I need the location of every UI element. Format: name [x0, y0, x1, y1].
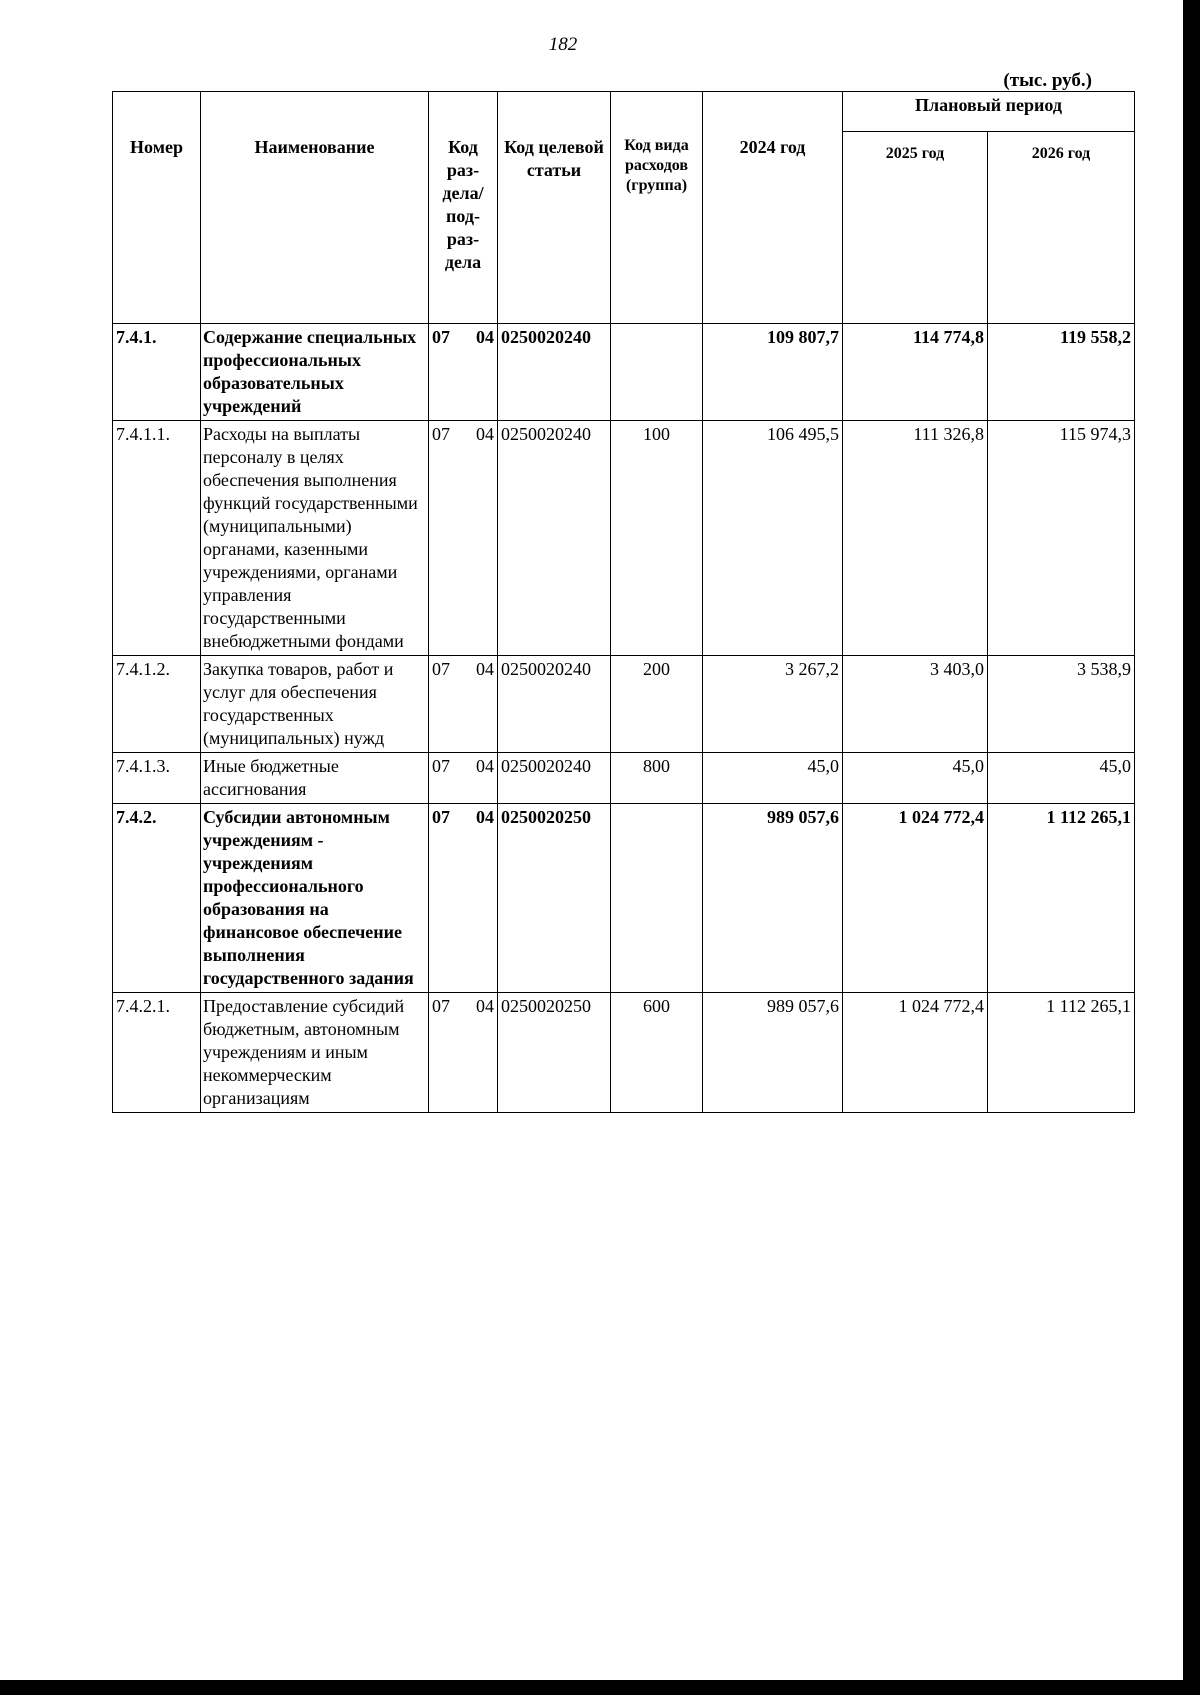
header-section-code: Код раз-дела/ под-раз-дела [429, 92, 498, 324]
row-2026: 115 974,3 [988, 421, 1135, 656]
header-year-2026: 2026 год [988, 132, 1135, 324]
header-target-code: Код целевой статьи [498, 92, 611, 324]
subsection: 04 [476, 756, 494, 776]
header-number: Номер [113, 92, 201, 324]
row-expense-type: 100 [611, 421, 703, 656]
section: 07 [432, 756, 450, 776]
row-2026: 119 558,2 [988, 324, 1135, 421]
row-number: 7.4.2.1. [113, 993, 201, 1113]
row-2026: 1 112 265,1 [988, 993, 1135, 1113]
row-name: Предоставление субсидий бюджетным, автономным учреждениям и иным некоммерческим организациям [201, 993, 429, 1113]
row-number: 7.4.1.1. [113, 421, 201, 656]
table-row [113, 804, 1135, 993]
subsection: 04 [476, 327, 494, 347]
scan-bottom-edge [0, 1680, 1200, 1695]
row-2024: 45,0 [703, 753, 843, 804]
table-row [113, 656, 1135, 753]
row-number: 7.4.1.3. [113, 753, 201, 804]
row-section-code [429, 993, 498, 1113]
section: 07 [432, 424, 450, 444]
budget-table [112, 91, 1135, 1113]
row-2025: 1 024 772,4 [843, 804, 988, 993]
row-target-code: 0250020240 [498, 421, 611, 656]
subsection: 04 [476, 996, 494, 1016]
row-2026: 1 112 265,1 [988, 804, 1135, 993]
row-target-code: 0250020240 [498, 753, 611, 804]
row-expense-type: 200 [611, 656, 703, 753]
section: 07 [432, 327, 450, 347]
row-target-code: 0250020240 [498, 324, 611, 421]
row-2025: 114 774,8 [843, 324, 988, 421]
row-expense-type [611, 804, 703, 993]
row-name: Иные бюджетные ассигнования [201, 753, 429, 804]
row-section-code [429, 753, 498, 804]
subsection: 04 [476, 807, 494, 827]
header-year-2024: 2024 год [703, 92, 843, 324]
section: 07 [432, 659, 450, 679]
row-section-code [429, 421, 498, 656]
row-2024: 989 057,6 [703, 993, 843, 1113]
subsection: 04 [476, 659, 494, 679]
subsection: 04 [476, 424, 494, 444]
row-expense-type [611, 324, 703, 421]
row-2025: 111 326,8 [843, 421, 988, 656]
table-row [113, 421, 1135, 656]
row-number: 7.4.1.2. [113, 656, 201, 753]
table-body [113, 324, 1135, 1113]
header-name: Наименование [201, 92, 429, 324]
row-2025: 1 024 772,4 [843, 993, 988, 1113]
row-section-code [429, 324, 498, 421]
row-section-code [429, 656, 498, 753]
row-name: Расходы на выплаты персоналу в целях обеспечения выполнения функций государственными (муниципальными) органами, казенными учреждениями, органами управления государственными внебюджетными фондами [201, 421, 429, 656]
units-label: (тыс. руб.) [1003, 70, 1092, 91]
row-name: Субсидии автономным учреждениям - учреждениям профессионального образования на финансовое обеспечение выполнения государственного задания [201, 804, 429, 993]
row-target-code: 0250020250 [498, 804, 611, 993]
row-name: Закупка товаров, работ и услуг для обеспечения государственных (муниципальных) нужд [201, 656, 429, 753]
header-expense-type: Код вида расходов (группа) [611, 92, 703, 324]
header-planned-period: Плановый период [843, 92, 1135, 132]
row-number: 7.4.2. [113, 804, 201, 993]
row-2025: 3 403,0 [843, 656, 988, 753]
row-2024: 106 495,5 [703, 421, 843, 656]
section: 07 [432, 996, 450, 1016]
row-2024: 989 057,6 [703, 804, 843, 993]
row-number: 7.4.1. [113, 324, 201, 421]
scan-right-edge [1183, 0, 1200, 1695]
row-2026: 45,0 [988, 753, 1135, 804]
row-target-code: 0250020240 [498, 656, 611, 753]
row-target-code: 0250020250 [498, 993, 611, 1113]
table-row [113, 324, 1135, 421]
row-expense-type: 600 [611, 993, 703, 1113]
table-row [113, 993, 1135, 1113]
table-header [113, 92, 1135, 324]
row-2024: 3 267,2 [703, 656, 843, 753]
header-year-2025: 2025 год [843, 132, 988, 324]
row-expense-type: 800 [611, 753, 703, 804]
row-2024: 109 807,7 [703, 324, 843, 421]
section: 07 [432, 807, 450, 827]
row-section-code [429, 804, 498, 993]
row-2025: 45,0 [843, 753, 988, 804]
row-2026: 3 538,9 [988, 656, 1135, 753]
page-number: 182 [548, 34, 578, 55]
row-name: Содержание специальных профессиональных образовательных учреждений [201, 324, 429, 421]
table-row [113, 753, 1135, 804]
